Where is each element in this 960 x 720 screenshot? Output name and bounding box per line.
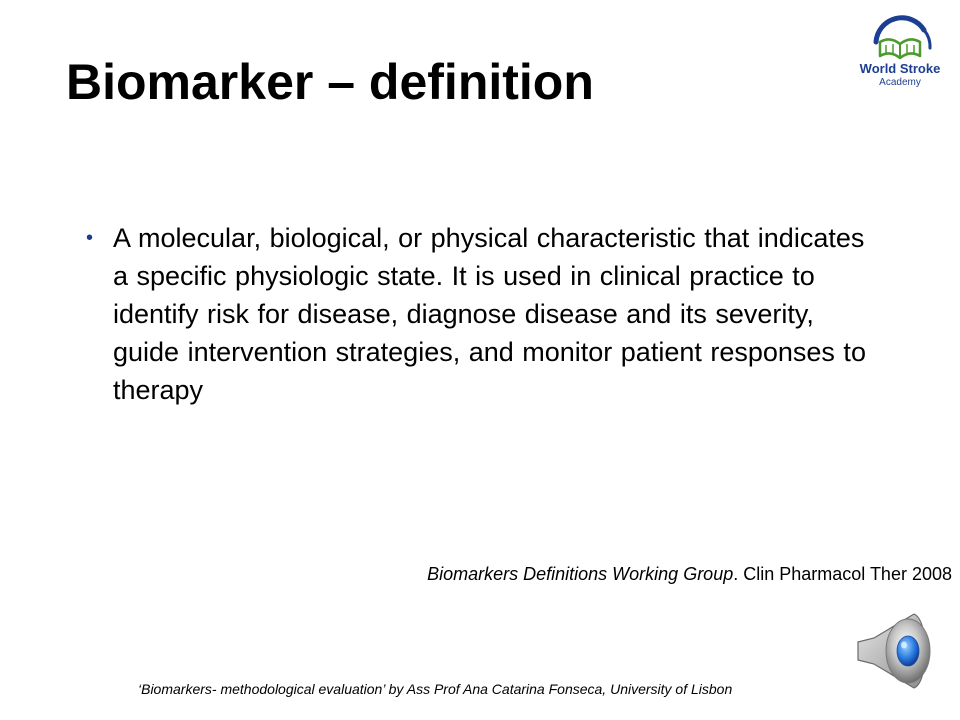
speaker-icon[interactable] bbox=[852, 608, 938, 694]
citation-authors: Biomarkers Definitions Working Group bbox=[427, 564, 734, 584]
bullet-list bbox=[86, 219, 886, 409]
slide-title: Biomarker – definition bbox=[66, 54, 594, 110]
footer-credit: ‘Biomarkers- methodological evaluation’ by Ass Prof Ana Catarina Fonseca, University of Lisbon bbox=[138, 681, 733, 697]
logo-sub-text: Academy bbox=[879, 77, 921, 88]
citation bbox=[427, 562, 952, 586]
bullet-marker: • bbox=[86, 227, 94, 249]
bullet-item bbox=[86, 219, 886, 409]
bullet-text: A molecular, biological, or physical characteristic that indicates a specific physiologic state. It is used in clinical practice to identify risk for disease, diagnose disease and its severity, guide intervention strategies, and monitor patient responses to therapy bbox=[113, 223, 866, 405]
logo-name-text: World Stroke bbox=[859, 61, 941, 76]
logo-book-globe-icon bbox=[858, 12, 942, 64]
citation-source: . Clin Pharmacol Ther 2008 bbox=[733, 564, 952, 584]
world-stroke-academy-logo bbox=[858, 12, 942, 96]
